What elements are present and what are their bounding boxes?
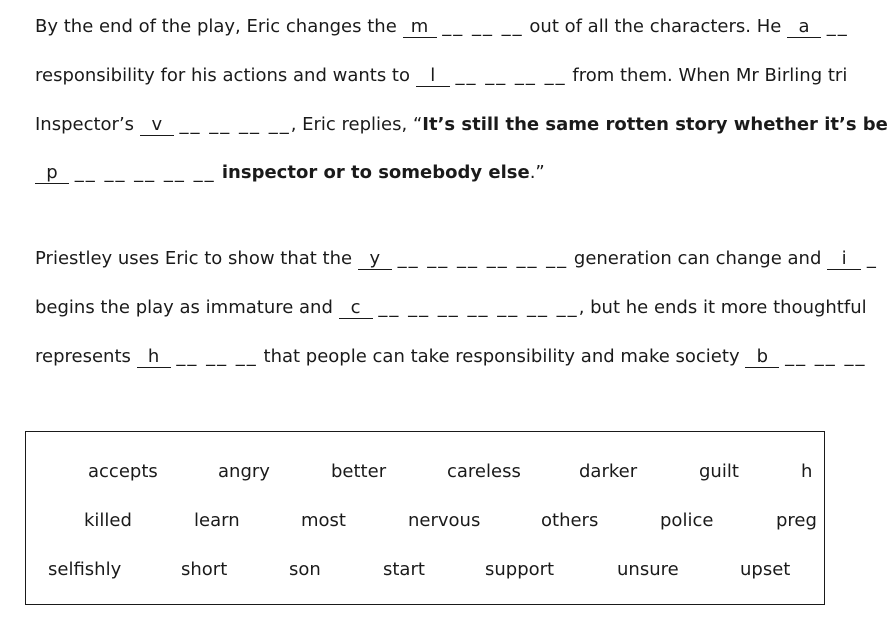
blank-v[interactable]: v __ __ __ __ — [140, 114, 291, 136]
word-bank-item[interactable]: others — [541, 510, 599, 531]
word-bank-item[interactable]: angry — [218, 461, 270, 482]
word-bank-item[interactable]: guilt — [699, 461, 739, 482]
blank-l[interactable]: l __ __ __ __ — [416, 65, 567, 87]
word-bank-item[interactable]: upset — [740, 559, 791, 580]
passage-line-6: begins the play as immature and c __ __ __ __ __ __ __, but he ends it more thoughtful — [35, 297, 867, 318]
word-bank-item[interactable]: preg — [776, 510, 817, 531]
word-bank-item[interactable]: short — [181, 559, 228, 580]
word-bank-item[interactable]: better — [331, 461, 387, 482]
blank-h[interactable]: h __ __ __ — [137, 346, 258, 368]
quote-bold: It’s still the same rotten story whether it’s be — [422, 114, 888, 135]
passage-line-1: By the end of the play, Eric changes the m __ __ __ out of all the characters. He a __ — [35, 16, 849, 37]
word-bank-item[interactable]: nervous — [408, 510, 481, 531]
word-bank-item[interactable]: accepts — [88, 461, 158, 482]
word-bank-item[interactable]: careless — [447, 461, 521, 482]
blank-m[interactable]: m __ __ __ — [403, 16, 524, 38]
passage-line-5: Priestley uses Eric to show that the y __ __ __ __ __ __ generation can change and i _ — [35, 248, 878, 269]
passage-line-2: responsibility for his actions and wants to l __ __ __ __ from them. When Mr Birling tri — [35, 65, 848, 86]
word-bank-item[interactable]: selfishly — [48, 559, 122, 580]
word-bank-item[interactable]: killed — [84, 510, 132, 531]
blank-i[interactable]: i _ — [827, 248, 878, 270]
word-bank-item[interactable]: support — [485, 559, 555, 580]
passage-line-3: Inspector’s v __ __ __ __, Eric replies, “It’s still the same rotten story whether it’s be — [35, 114, 888, 135]
word-bank-item[interactable]: most — [301, 510, 346, 531]
word-bank-item[interactable]: unsure — [617, 559, 679, 580]
blank-c[interactable]: c __ __ __ __ __ __ __ — [339, 297, 579, 319]
word-bank — [25, 431, 825, 605]
quote-bold-end: inspector or to somebody else — [215, 162, 530, 183]
blank-p[interactable]: p __ __ __ __ __ — [35, 162, 216, 184]
blank-y[interactable]: y __ __ __ __ __ __ — [358, 248, 568, 270]
blank-b[interactable]: b __ __ __ — [745, 346, 866, 368]
word-bank-item[interactable]: darker — [579, 461, 638, 482]
word-bank-item[interactable]: learn — [194, 510, 240, 531]
word-bank-item[interactable]: son — [289, 559, 321, 580]
word-bank-item[interactable]: h — [801, 461, 813, 482]
passage-line-7: represents h __ __ __ that people can take responsibility and make society b __ __ __ — [35, 346, 867, 367]
word-bank-item[interactable]: police — [660, 510, 714, 531]
word-bank-item[interactable]: start — [383, 559, 425, 580]
blank-a[interactable]: a __ — [787, 16, 849, 38]
passage-line-4: p __ __ __ __ __ inspector or to somebody else.” — [35, 162, 545, 184]
